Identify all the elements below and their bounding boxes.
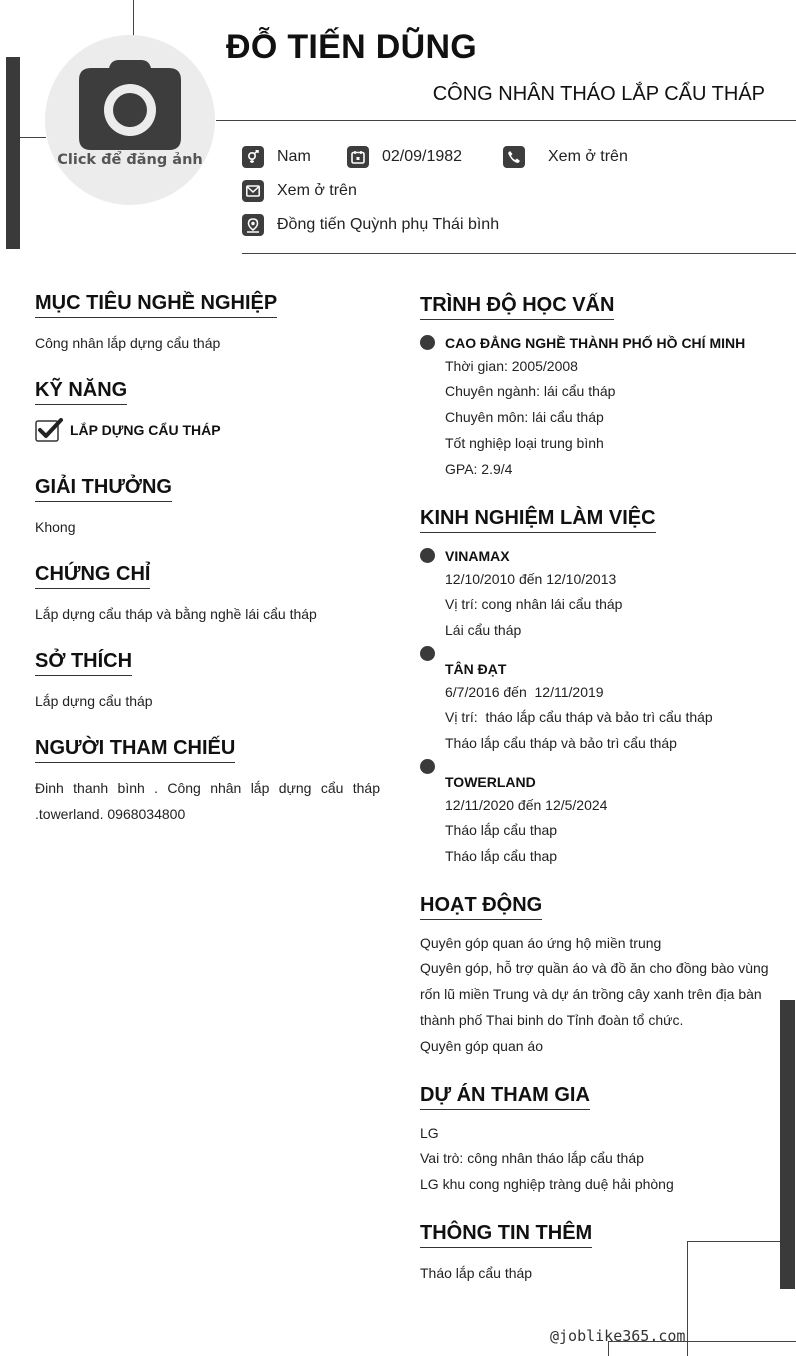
job-period: 12/10/2010 đến 12/10/2013 xyxy=(445,571,617,587)
right-accent-bar xyxy=(780,1000,795,1289)
certificates-title: CHỨNG CHỈ xyxy=(35,563,150,589)
birthday-value: 02/09/1982 xyxy=(382,148,463,165)
skills-title: KỸ NĂNG xyxy=(35,379,127,405)
site-watermark: @joblike365.com xyxy=(550,1327,686,1345)
projects-title: DỰ ÁN THAM GIA xyxy=(420,1084,590,1110)
phone-row xyxy=(503,146,628,168)
candidate-name: ĐỖ TIẾN DŨNG xyxy=(226,28,478,66)
divider-line xyxy=(687,1241,688,1356)
job-description: Tháo lắp cẩu tháp và bảo trì cẩu tháp xyxy=(445,735,677,751)
email-row xyxy=(242,180,357,202)
more-info-text: Tháo lắp cẩu tháp xyxy=(420,1265,533,1281)
job-position: Vị trí: cong nhân lái cẩu tháp xyxy=(445,596,623,612)
activities-title: HOẠT ĐỘNG xyxy=(420,894,542,920)
calendar-icon xyxy=(347,146,369,168)
school-name: CAO ĐẲNG NGHỀ THÀNH PHỐ HỒ CHÍ MINH xyxy=(445,335,746,351)
divider-line xyxy=(133,0,134,36)
phone-value: Xem ở trên xyxy=(548,148,628,165)
hobbies-title: SỞ THÍCH xyxy=(35,650,132,676)
activity-line: Quyên góp quan áo xyxy=(420,1038,543,1054)
avatar-caption: Click để đăng ảnh xyxy=(57,152,203,168)
checkbox-checked-icon xyxy=(35,418,63,442)
bullet-dot xyxy=(420,759,435,774)
skill-item: LẮP DỰNG CẨU THÁP xyxy=(70,422,221,438)
job-position: Tháo lắp cẩu thap xyxy=(445,822,558,838)
job-position: Vị trí: tháo lắp cẩu tháp và bảo trì cẩu tháp xyxy=(445,709,713,725)
references-text: Đinh thanh bình . Công nhân lắp dựng cẩu tháp .towerland. 0968034800 xyxy=(35,780,380,822)
job-company: VINAMAX xyxy=(445,548,510,564)
education-line: GPA: 2.9/4 xyxy=(445,461,513,477)
gender-value: Nam xyxy=(277,148,311,165)
avatar-upload[interactable] xyxy=(45,35,215,205)
address-value: Đồng tiến Quỳnh phụ Thái bình xyxy=(277,216,500,233)
bullet-dot xyxy=(420,646,435,661)
job-period: 6/7/2016 đến 12/11/2019 xyxy=(445,684,604,700)
education-title: TRÌNH ĐỘ HỌC VẤN xyxy=(420,294,614,320)
certificates-text: Lắp dựng cẩu tháp và bằng nghề lái cẩu tháp xyxy=(35,606,317,622)
divider-line xyxy=(20,137,46,138)
education-line: Tốt nghiệp loại trung bình xyxy=(445,435,604,451)
job-company: TOWERLAND xyxy=(445,774,536,790)
phone-icon xyxy=(503,146,525,168)
activity-paragraph: Quyên góp, hỗ trợ quần áo và đồ ăn cho đồng bào vùng rốn lũ miền Trung và dự án trồng cây xanh trên địa bàn thành phố Thai binh do Tỉnh đoàn tổ chức. xyxy=(420,960,769,1028)
job-description: Tháo lắp cẩu thap xyxy=(445,848,558,864)
divider-line xyxy=(687,1241,780,1242)
birthday-row xyxy=(347,146,462,168)
project-line: LG xyxy=(420,1125,439,1141)
bullet-dot xyxy=(420,335,435,350)
location-icon xyxy=(242,214,264,236)
objective-text: Công nhân lắp dựng cẩu tháp xyxy=(35,335,221,351)
education-line: Thời gian: 2005/2008 xyxy=(445,358,578,374)
education-line: Chuyên ngành: lái cẩu tháp xyxy=(445,383,616,399)
awards-title: GIẢI THƯỞNG xyxy=(35,476,172,502)
job-company: TÂN ĐẠT xyxy=(445,661,507,677)
experience-title: KINH NGHIỆM LÀM VIỆC xyxy=(420,507,656,533)
divider-line xyxy=(242,253,796,254)
activity-line: Quyên góp quan áo ứng hộ miền trung xyxy=(420,935,662,951)
gender-row xyxy=(242,146,311,168)
hobbies-text: Lắp dựng cẩu tháp xyxy=(35,693,153,709)
objective-title: MỤC TIÊU NGHỀ NGHIỆP xyxy=(35,292,277,318)
awards-text: Khong xyxy=(35,519,76,535)
camera-icon xyxy=(79,60,181,150)
job-description: Lái cẩu tháp xyxy=(445,622,522,638)
gender-icon xyxy=(242,146,264,168)
project-line: LG khu cong nghiệp tràng duệ hải phòng xyxy=(420,1176,674,1192)
references-title: NGƯỜI THAM CHIẾU xyxy=(35,737,235,763)
email-value: Xem ở trên xyxy=(277,182,357,199)
address-row xyxy=(242,214,499,236)
education-line: Chuyên môn: lái cẩu tháp xyxy=(445,409,604,425)
more-info-title: THÔNG TIN THÊM xyxy=(420,1222,592,1248)
job-title: CÔNG NHÂN THÁO LẮP CẨU THÁP xyxy=(432,83,765,105)
job-period: 12/11/2020 đến 12/5/2024 xyxy=(445,797,608,813)
project-line: Vai trò: công nhân tháo lắp cẩu tháp xyxy=(420,1150,644,1166)
divider-line xyxy=(216,120,796,121)
email-icon xyxy=(242,180,264,202)
left-accent-bar xyxy=(6,57,20,249)
bullet-dot xyxy=(420,548,435,563)
